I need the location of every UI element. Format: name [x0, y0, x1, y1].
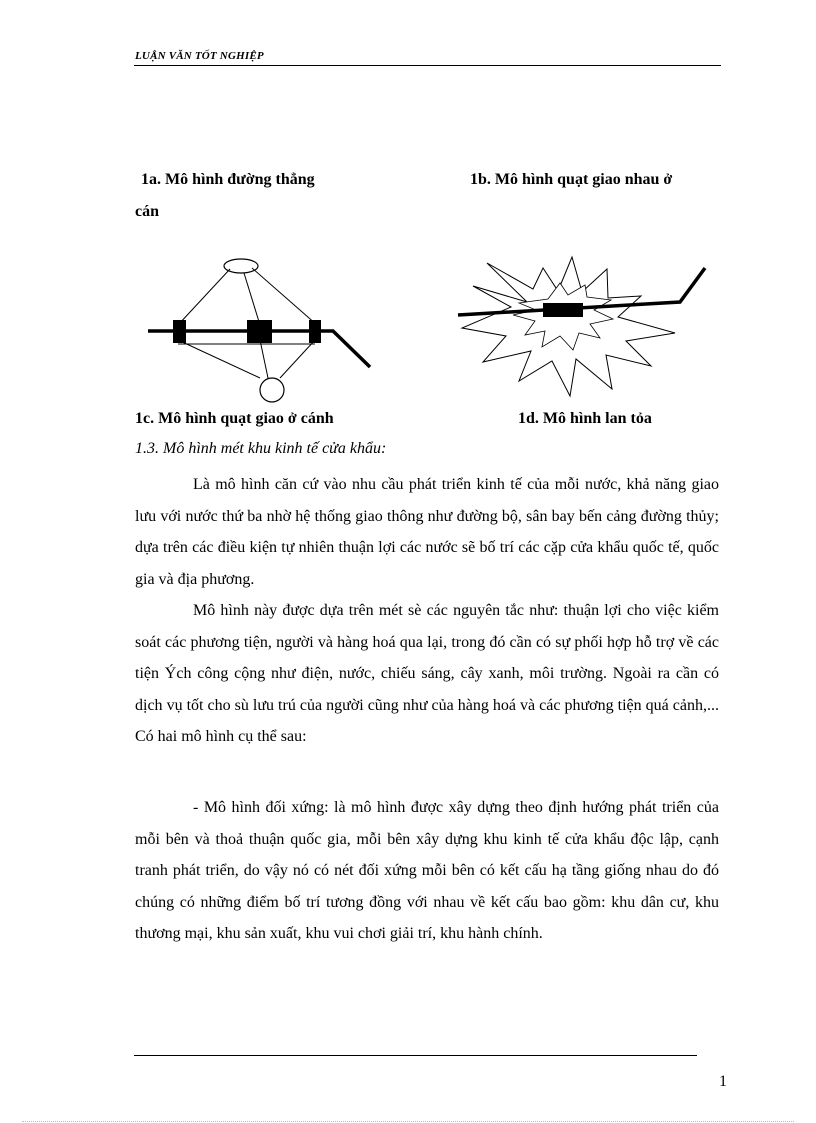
paragraph-1 [135, 469, 719, 595]
paragraph-2-text: Mô hình này được dựa trên mét sè các nguyên tắc như: thuận lợi cho việc kiểm soát các phương tiện, người và hàng hoá qua lại, trong đó cần có sự phối hợp hỗ trợ về các tiện Ých công cộng như điện, nước, chiếu sáng, cây xanh, môi trường. Ngoài ra cần có dịch vụ tốt cho sù lưu trú của người cũng như của hàng hoá và các phương tiện quá cảnh,... Có hai mô hình cụ thể sau: [135, 602, 719, 745]
diagram-spread-center-block [543, 303, 583, 317]
caption-1d: 1d. Mô hình lan tỏa [518, 410, 652, 427]
diagram-top-node [224, 259, 258, 273]
header-divider [134, 65, 721, 66]
diagram-right-block [309, 320, 321, 343]
paragraph-3 [135, 792, 719, 950]
caption-1c: 1c. Mô hình quạt giao ở cánh [135, 410, 334, 427]
diagram-left-block [173, 320, 186, 343]
paragraph-3-text: - Mô hình đối xứng: là mô hình được xây dựng theo định hướng phát triển của mỗi bên và thoả thuận quốc gia, mỗi bên xây dựng khu kinh tế cửa khẩu độc lập, cạnh tranh phát triển, do vậy nó có nét đối xứng mỗi bên có kết cấu hạ tầng giống nhau do đó chúng có những điểm bố trí tương đồng với nhau về kết cấu bao gồm: khu dân cư, khu thương mại, khu sản xuất, khu vui chơi giải trí, khu hành chính. [135, 799, 719, 942]
section-heading: 1.3. Mô hình mét khu kinh tế cửa khẩu: [135, 440, 387, 457]
diagram-spread-model [455, 255, 715, 405]
caption-1a-continued: cán [135, 203, 159, 220]
diagram-center-block [247, 320, 272, 343]
diagram-bottom-node [260, 378, 284, 402]
running-header: LUẬN VĂN TỐT NGHIỆP [135, 50, 264, 62]
diagram-fan-model [140, 255, 380, 405]
page-edge-dotted-line [22, 1121, 794, 1122]
footer-divider [134, 1055, 697, 1056]
caption-1b: 1b. Mô hình quạt giao nhau ở [470, 171, 673, 188]
paragraph-1-text: Là mô hình căn cứ vào nhu cầu phát triển kinh tế của mỗi nước, khả năng giao lưu với nước thứ ba nhờ hệ thống giao thông như đường bộ, sân bay bến cảng đường thủy; dựa trên các điều kiện tự nhiên thuận lợi các nước sẽ bố trí các cặp cửa khẩu quốc tế, quốc gia và địa phương. [135, 476, 719, 588]
caption-1a: 1a. Mô hình đường thẳng [141, 171, 315, 188]
paragraph-2 [135, 595, 719, 753]
page-number: 1 [719, 1073, 727, 1090]
